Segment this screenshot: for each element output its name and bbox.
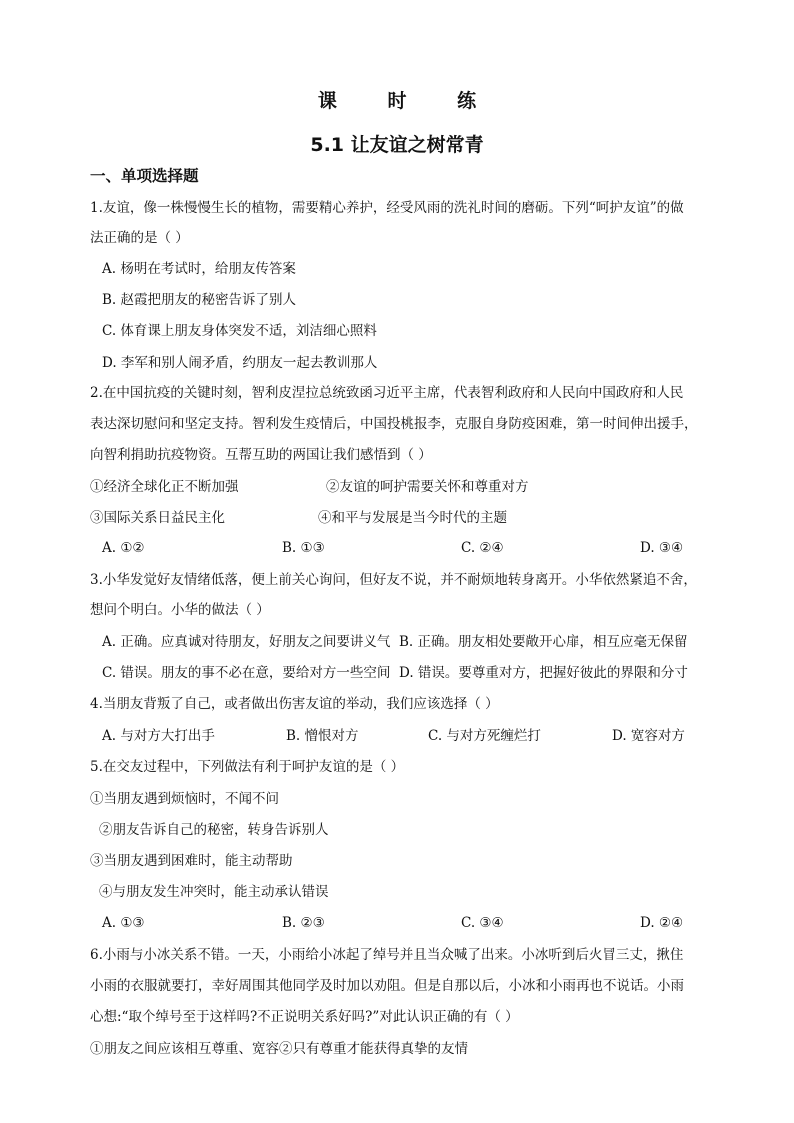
question-6-stem-line: 心想:“取个绰号至于这样吗?不正说明关系好吗?”对此认识正确的有（ ）: [90, 1009, 519, 1025]
question-2-item-4: ④和平与发展是当今时代的主题: [318, 510, 507, 526]
question-1-stem-line: 1.友谊，像一株慢慢生长的植物，需要精心养护，经受风雨的洗礼时间的磨砺。下列“呵护友谊”的做: [90, 200, 684, 216]
question-3-option-a: A. 正确。应真诚对待朋友，好朋友之间要讲义气: [102, 634, 391, 650]
question-5-item-3: ③当朋友遇到困难时，能主动帮助: [90, 853, 293, 869]
question-5-option-b: B. ②③: [282, 915, 325, 931]
question-2-stem-line: 2.在中国抗疫的关键时刻，智利皮涅拉总统致函习近平主席，代表智利政府和人民向中国政府和人民: [90, 385, 684, 401]
question-5-stem-line: 5.在交友过程中，下列做法有利于呵护友谊的是（ ）: [90, 759, 405, 775]
question-6-item-1: ①朋友之间应该相互尊重、宽容②只有尊重才能获得真挚的友情: [90, 1041, 468, 1057]
question-2-option-c: C. ②④: [461, 540, 504, 556]
question-3-option-b: B. 正确。朋友相处要敞开心扉，相互应毫无保留: [399, 634, 688, 650]
question-4-option-c: C. 与对方死缠烂打: [428, 728, 541, 744]
question-3-option-d: D. 错误。要尊重对方，把握好彼此的界限和分寸: [399, 665, 688, 681]
question-1-option-b: B. 赵霞把朋友的秘密告诉了别人: [102, 292, 297, 308]
question-1-option-d: D. 李军和别人闹矛盾，约朋友一起去教训那人: [102, 355, 378, 371]
question-4-option-b: B. 憎恨对方: [286, 728, 359, 744]
question-2-stem-line: 向智利捐助抗疫物资。互帮互助的两国让我们感悟到（ ）: [90, 447, 432, 463]
question-2-option-b: B. ①③: [282, 540, 325, 556]
question-3-stem-line: 想问个明白。小华的做法（ ）: [90, 602, 270, 618]
question-5-item-1: ①当朋友遇到烦恼时，不闻不问: [90, 791, 279, 807]
question-5-item-2: ②朋友告诉自己的秘密，转身告诉别人: [99, 822, 329, 838]
question-5-item-4: ④与朋友发生冲突时，能主动承认错误: [99, 884, 329, 900]
question-1-option-a: A. 杨明在考试时，给朋友传答案: [102, 261, 296, 277]
question-2-item-2: ②友谊的呵护需要关怀和尊重对方: [326, 479, 529, 495]
question-4-stem-line: 4.当朋友背叛了自己，或者做出伤害友谊的举动，我们应该选择（ ）: [90, 696, 499, 712]
page-title: 课 时 练: [317, 90, 499, 112]
question-4-option-d: D. 宽容对方: [612, 728, 685, 744]
question-2-item-3: ③国际关系日益民主化: [90, 510, 225, 526]
question-6-stem-line: 6.小雨与小冰关系不错。一天，小雨给小冰起了绰号并且当众喊了出来。小冰听到后火冒三丈，揪住: [90, 947, 684, 963]
question-2-stem-line: 表达深切慰问和坚定支持。智利发生疫情后，中国投桃报李，克服自身防疫困难，第一时间伸出援手，: [90, 416, 698, 432]
question-3-option-c: C. 错误。朋友的事不必在意，要给对方一些空间: [102, 665, 391, 681]
lesson-title: 5.1 让友谊之树常青: [310, 134, 484, 156]
question-5-option-a: A. ①③: [102, 915, 145, 931]
question-4-option-a: A. 与对方大打出手: [102, 728, 215, 744]
question-2-option-a: A. ①②: [102, 540, 145, 556]
question-3-stem-line: 3.小华发觉好友情绪低落，便上前关心询问，但好友不说，并不耐烦地转身离开。小华依然紧追不舍，: [90, 572, 697, 588]
question-1-option-c: C. 体育课上朋友身体突发不适，刘洁细心照料: [102, 323, 377, 339]
question-1-stem-line: 法正确的是（ ）: [90, 230, 189, 246]
question-5-option-c: C. ③④: [461, 915, 504, 931]
question-2-item-1: ①经济全球化正不断加强: [90, 479, 239, 495]
question-5-option-d: D. ②④: [640, 915, 684, 931]
section-heading: 一、单项选择题: [90, 167, 199, 185]
question-6-stem-line: 小雨的衣服就要打，幸好周围其他同学及时加以劝阻。但是自那以后，小冰和小雨再也不说话。小雨: [90, 978, 684, 994]
question-2-option-d: D. ③④: [640, 540, 684, 556]
